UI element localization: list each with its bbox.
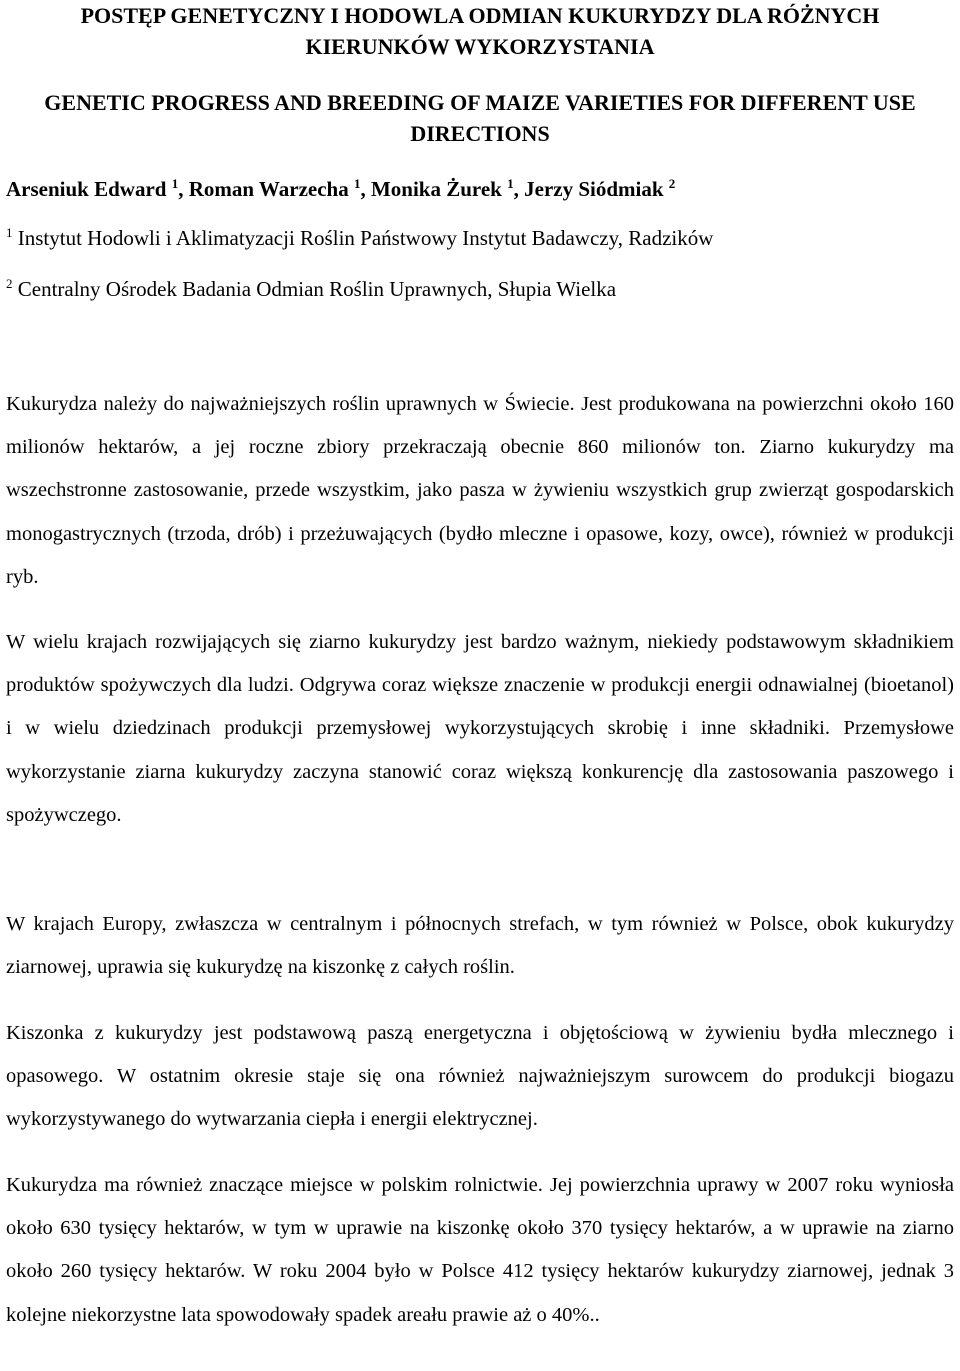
affiliation-text: Centralny Ośrodek Badania Odmian Roślin Uprawnych, Słupia Wielka (17, 277, 617, 301)
author-affiliation-mark: 1 (353, 176, 361, 191)
body-paragraph-5: Kukurydza ma również znaczące miejsce w polskim rolnictwie. Jej powierzchnia uprawy w 2007 roku wyniosła około 630 tysięcy hektarów, w tym w uprawie na kiszonkę około 370 tysięcy hektarów, a w uprawie na ziarno około 260 tysięcy hektarów. W roku 2004 było w Polsce 412 tysięcy hektarów kukurydzy ziarnowej, jednak 3 kolejne niekorzystne lata spowodowały spadek areału prawie aż o 40%.. (6, 1174, 954, 1326)
author-name: Jerzy Siódmiak (524, 177, 664, 201)
author-affiliation-mark: 1 (171, 176, 179, 191)
author-affiliation-mark: 1 (507, 176, 514, 191)
body-paragraph-3: W krajach Europy, zwłaszcza w centralnym i północnych strefach, w tym również w Polsce, obok kukurydzy ziarnowej, uprawia się kukurydzę na kiszonkę z całych roślin. (6, 913, 954, 979)
affiliation-number: 2 (6, 276, 13, 291)
author-separator: , (178, 177, 189, 201)
author-separator: , (513, 177, 525, 201)
body-paragraph-4: Kiszonka z kukurydzy jest podstawową paszą energetyczna i objętościową w żywieniu bydła mlecznego i opasowego. W ostatnim okresie staje się ona również najważniejszym surowcem do produkcji biogazu wykorzystywanego do wytwarzania ciepła i energii elektrycznej. (6, 1022, 954, 1131)
body-paragraph-2: W wielu krajach rozwijających się ziarno kukurydzy jest bardzo ważnym, niekiedy podstawowym składnikiem produktów spożywczych dla ludzi. Odgrywa coraz większe znaczenie w produkcji energii odnawialnej (bioetanol) i w wielu dziedzinach produkcji przemysłowej wykorzystujących skrobię i inne składniki. Przemysłowe wykorzystanie ziarna kukurydzy zaczyna stanowić coraz większą konkurencję dla zastosowania paszowego i spożywczego. (6, 631, 954, 826)
affiliation-text: Instytut Hodowli i Aklimatyzacji Roślin Państwowy Instytut Badawczy, Radzików (17, 226, 714, 250)
affiliation-number: 1 (6, 225, 13, 240)
title-polish: POSTĘP GENETYCZNY I HODOWLA ODMIAN KUKURYDZY DLA RÓŻNYCH KIERUNKÓW WYKORZYSTANIA (80, 3, 880, 59)
title-english: GENETIC PROGRESS AND BREEDING OF MAIZE VARIETIES FOR DIFFERENT USE DIRECTIONS (44, 90, 916, 146)
affiliation-2 (6, 274, 616, 304)
author-separator: , (360, 177, 371, 201)
author-name: Arseniuk Edward (6, 177, 167, 201)
body-paragraph-1: Kukurydza należy do najważniejszych roślin uprawnych w Świecie. Jest produkowana na powierzchni około 160 milionów hektarów, a jej roczne zbiory przekraczają obecnie 860 milionów ton. Ziarno kukurydzy ma wszechstronne zastosowanie, przede wszystkim, jako pasza w żywieniu wszystkich grup zwierząt gospodarskich monogastrycznych (trzoda, drób) i przeżuwających (bydło mleczne i opasowe, kozy, owce), również w produkcji ryb. (6, 393, 954, 588)
author-affiliation-mark: 2 (668, 176, 676, 191)
author-name: Roman Warzecha (188, 177, 349, 201)
author-name: Monika Żurek (370, 177, 502, 201)
affiliation-1 (6, 223, 713, 253)
author-list (6, 174, 675, 204)
